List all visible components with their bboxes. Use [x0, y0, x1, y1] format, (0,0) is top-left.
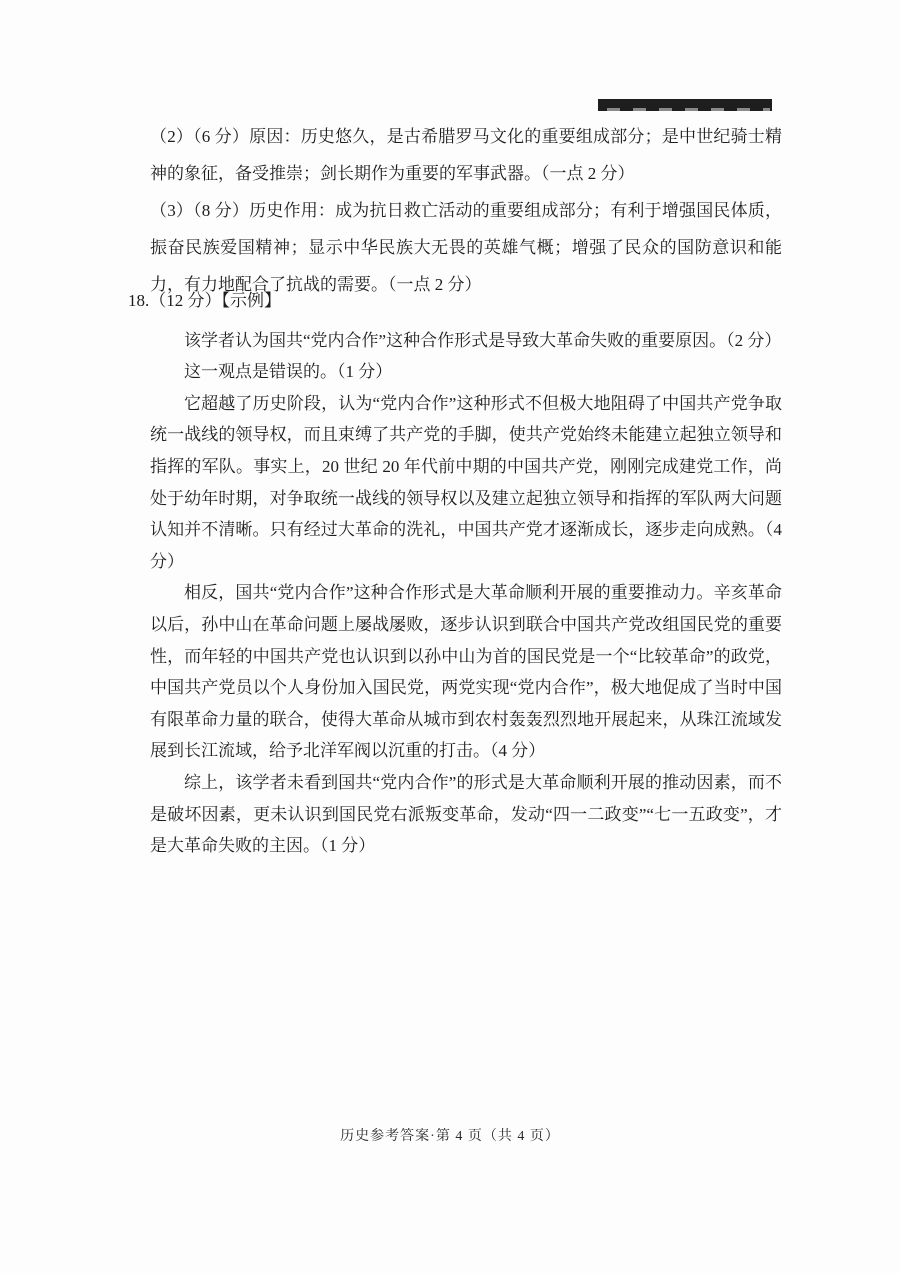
answer-item-2: （2）（6 分）原因：历史悠久，是古希腊罗马文化的重要组成部分；是中世纪骑士精神的象征，备受推崇；剑长期作为重要的军事武器。（一点 2 分）	[150, 127, 782, 183]
answer-paragraph-argument-2: 相反，国共“党内合作”这种合作形式是大革命顺利开展的重要推动力。辛亥革命以后，孙中山在革命问题上屡战屡败，逐步认识到联合中国共产党改组国民党的重要性，而年轻的中国共产党也认识到以孙中山为首的国民党是一个“比较革命”的政党，中国共产党员以个人身份加入国民党，两党实现“党内合作”，极大地促成了当时中国有限革命力量的联合，使得大革命从城市到农村轰轰烈烈地开展起来，从珠江流域发展到长江流域，给予北洋军阀以沉重的打击。（4 分）	[150, 583, 782, 761]
page-footer: 历史参考答案·第 4 页（共 4 页）	[340, 1129, 560, 1144]
answer-item-3: （3）（8 分）历史作用：成为抗日救亡活动的重要组成部分；有利于增强国民体质，振奋民族爱国精神；显示中华民族大无畏的英雄气概；增强了民众的国防意识和能力，有力地配合了抗战的需要。（一点 2 分）	[150, 201, 782, 294]
answer-paragraph-viewpoint: 该学者认为国共“党内合作”这种合作形式是导致大革命失败的重要原因。（2 分）	[184, 330, 782, 350]
answers-section-17	[150, 118, 782, 303]
question-18-heading: 18.（12 分）【示例】	[128, 291, 281, 310]
answer-section-18	[128, 285, 782, 862]
redaction-bar-mark	[598, 99, 772, 111]
answer-paragraph-conclusion: 综上，该学者未看到国共“党内合作”的形式是大革命顺利开展的推动因素，而不是破坏因素，更未认识到国民党右派叛变革命，发动“四一二政变”“七一五政变”，才是大革命失败的主因。（1 分）	[150, 772, 782, 856]
answer-paragraph-judgement: 这一观点是错误的。（1 分）	[184, 362, 393, 382]
answer-paragraph-argument-1: 它超越了历史阶段，认为“党内合作”这种形式不但极大地阻碍了中国共产党争取统一战线的领导权，而且束缚了共产党的手脚，使共产党始终未能建立起独立领导和指挥的军队。事实上，20 世纪 20 年代前中期的中国共产党，刚刚完成建党工作，尚处于幼年时期，对争取统一战线的领导权以及建立起独立领导和指挥的军队两大问题认知并不清晰。只有经过大革命的洗礼，中国共产党才逐渐成长，逐步走向成熟。（4 分）	[150, 393, 782, 571]
